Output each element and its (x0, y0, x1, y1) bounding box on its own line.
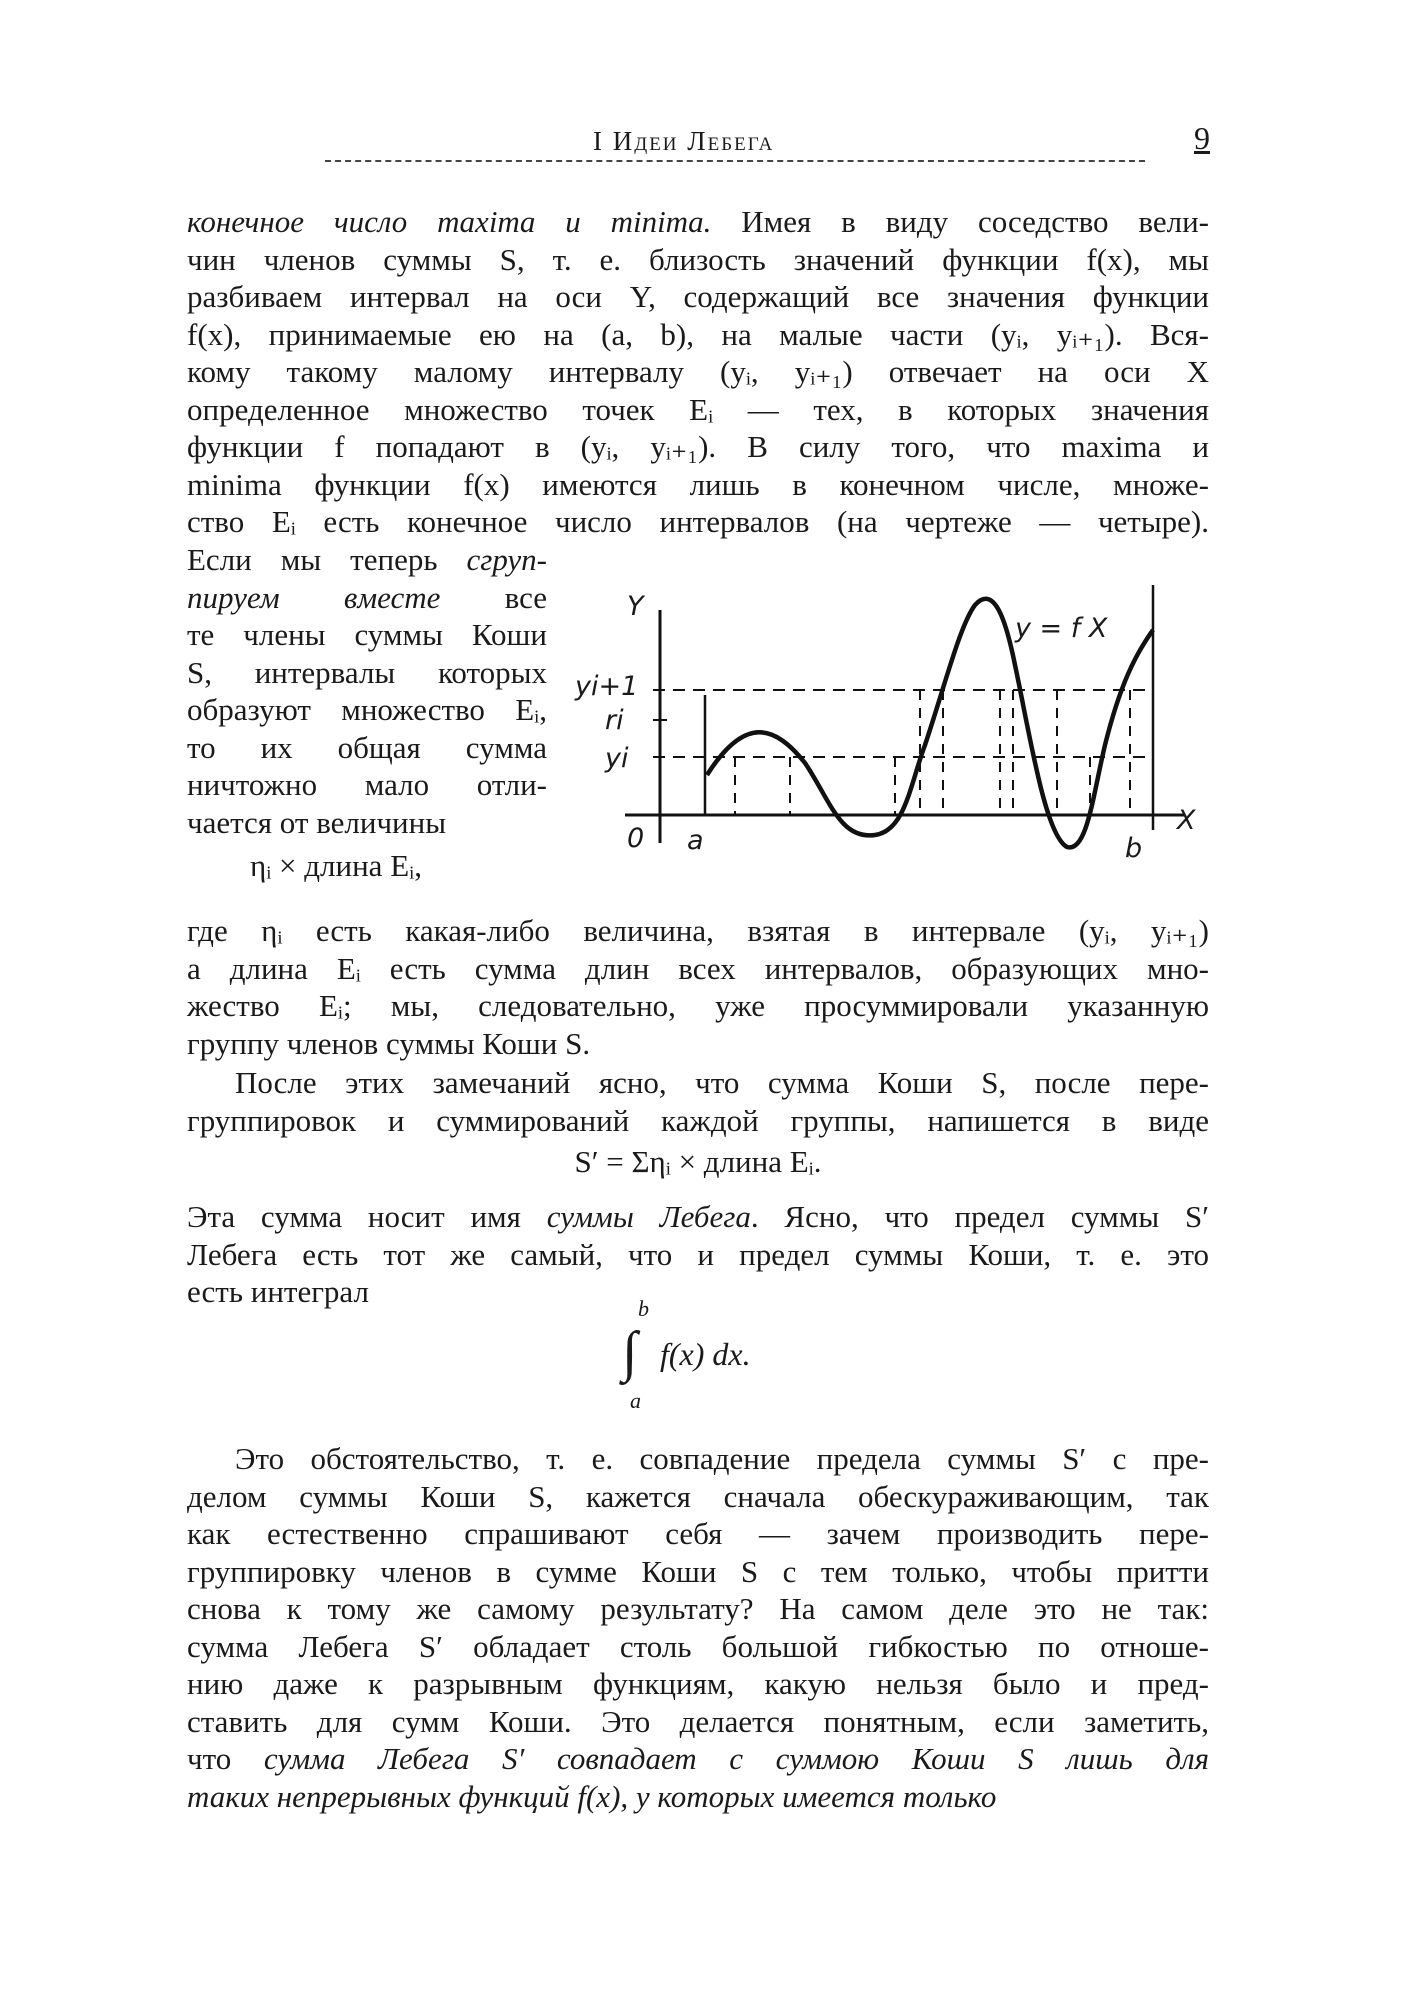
header-rule (325, 160, 1145, 162)
integral-lower-limit: a (630, 1388, 641, 1413)
paragraph-beside-figure (187, 541, 547, 841)
text-line: minima функции f(x) имеются лишь в конечном числе, множе- (187, 466, 1209, 502)
text-line: После этих замечаний ясно, что сумма Коши S, после пере- (235, 1065, 1209, 1100)
label-y-upper: yi+1 (575, 671, 639, 702)
paragraph-lebesgue-sum (187, 1198, 1209, 1311)
text-line: группировок и суммирований каждой группы, напишется в виде (187, 1102, 1209, 1138)
text-line: ставить для сумм Коши. Это делается понятным, если заметить, (187, 1703, 1209, 1739)
integral-upper-limit: b (638, 1296, 649, 1321)
text-line: Это обстоятельство, т. е. совпадение предела суммы S′ с пре- (235, 1441, 1209, 1476)
text-line: разбиваем интервал на оси Y, содержащий все значения функции (187, 279, 1209, 314)
label-r: ri (605, 705, 624, 736)
text-line: S, интервалы которых (187, 654, 547, 690)
text-line: образуют множество Eᵢ, (187, 692, 547, 727)
text-line: снова к тому же самому результату? На самом деле это не так: (187, 1591, 1209, 1626)
text-line: то их общая сумма (187, 729, 547, 765)
text-line: группу членов суммы Коши S. (187, 1025, 591, 1061)
text-line: что сумма Лебега S′ совпадает с суммою Коши S лишь для (187, 1741, 1209, 1776)
text-line: нию даже к разрывным функциям, какую нельзя было и пред- (187, 1666, 1209, 1701)
lebesgue-sum-formula: S′ = Σηᵢ × длина Eᵢ. (574, 1144, 822, 1179)
label-b: b (1125, 833, 1143, 864)
text-line: чин членов суммы S, т. е. близость значений функции f(x), мы (187, 241, 1209, 277)
running-head (325, 118, 1210, 164)
paragraph-final (187, 1440, 1209, 1815)
text-line: сумма Лебега S′ обладает столь большой гибкостью по отноше- (187, 1628, 1209, 1664)
text-line: f(x), принимаемые ею на (a, b), на малые части (yᵢ, yᵢ₊₁). Вся- (187, 316, 1209, 352)
integral-sign: ∫ (622, 1321, 638, 1383)
text-line: кому такому малому интервалу (yᵢ, yᵢ₊₁) отвечает на оси X (187, 354, 1209, 389)
text-line: а длина Eᵢ есть сумма длин всех интервалов, образующих мно- (187, 950, 1209, 986)
text-line: определенное множество точек Eᵢ — тех, в которых значения (187, 391, 1209, 427)
text-line: чается от величины (187, 804, 447, 840)
text-line: группировку членов в сумме Коши S с тем только, чтобы притти (187, 1553, 1209, 1589)
text-line: где ηᵢ есть какая-либо величина, взятая в интервале (yᵢ, yᵢ₊₁) (187, 913, 1209, 948)
integrand: f(x) dx. (660, 1336, 751, 1372)
text-line: жество Eᵢ; мы, следовательно, уже просуммировали указанную (187, 988, 1209, 1023)
text-line: таких непрерывных функций f(x), у которых имеется только (187, 1778, 997, 1814)
paragraph-top (187, 203, 1209, 541)
graph-svg (575, 585, 1215, 875)
text-line: Эта сумма носит имя суммы Лебега. Ясно, что предел суммы S′ (187, 1199, 1209, 1234)
text-line: как естественно спрашивают себя — зачем производить пере- (187, 1516, 1209, 1551)
label-a: a (687, 825, 704, 856)
paragraph-after-remarks (187, 1064, 1209, 1139)
text-line: пируем вместе все (187, 579, 548, 615)
text-line: ничтожно мало отли- (187, 767, 547, 802)
chapter-title: I Идеи Лебега (593, 126, 775, 156)
text-line: те члены суммы Коши (187, 617, 547, 652)
text-line: функции f попадают в (yᵢ, yᵢ₊₁). В силу того, что maxima и (187, 429, 1209, 464)
text-line: Лебега есть тот же самый, что и предел суммы Коши, т. е. это (187, 1236, 1209, 1272)
label-y-lower: yi (605, 743, 629, 774)
text-line: делом суммы Коши S, кажется сначала обескураживающим, так (187, 1478, 1209, 1514)
label-y-axis: Y (627, 591, 644, 622)
integral-formula (600, 1296, 800, 1416)
text-line: есть интеграл (187, 1274, 369, 1309)
text-line: Если мы теперь сгруп- (187, 542, 547, 577)
text-line: ство Eᵢ есть конечное число интервалов (на чертеже — четыре). (187, 504, 1209, 539)
label-origin: 0 (627, 823, 645, 854)
function-graph (575, 585, 1215, 875)
page-number: 9 (1194, 120, 1210, 156)
label-curve: y = f X (1015, 613, 1108, 644)
label-x-axis: X (1177, 805, 1196, 836)
inline-formula: ηᵢ × длина Eᵢ, (250, 848, 422, 883)
paragraph-eta (187, 912, 1209, 1062)
text-line: конечное число maxima и minima. Имея в виду соседство вели- (187, 204, 1209, 239)
